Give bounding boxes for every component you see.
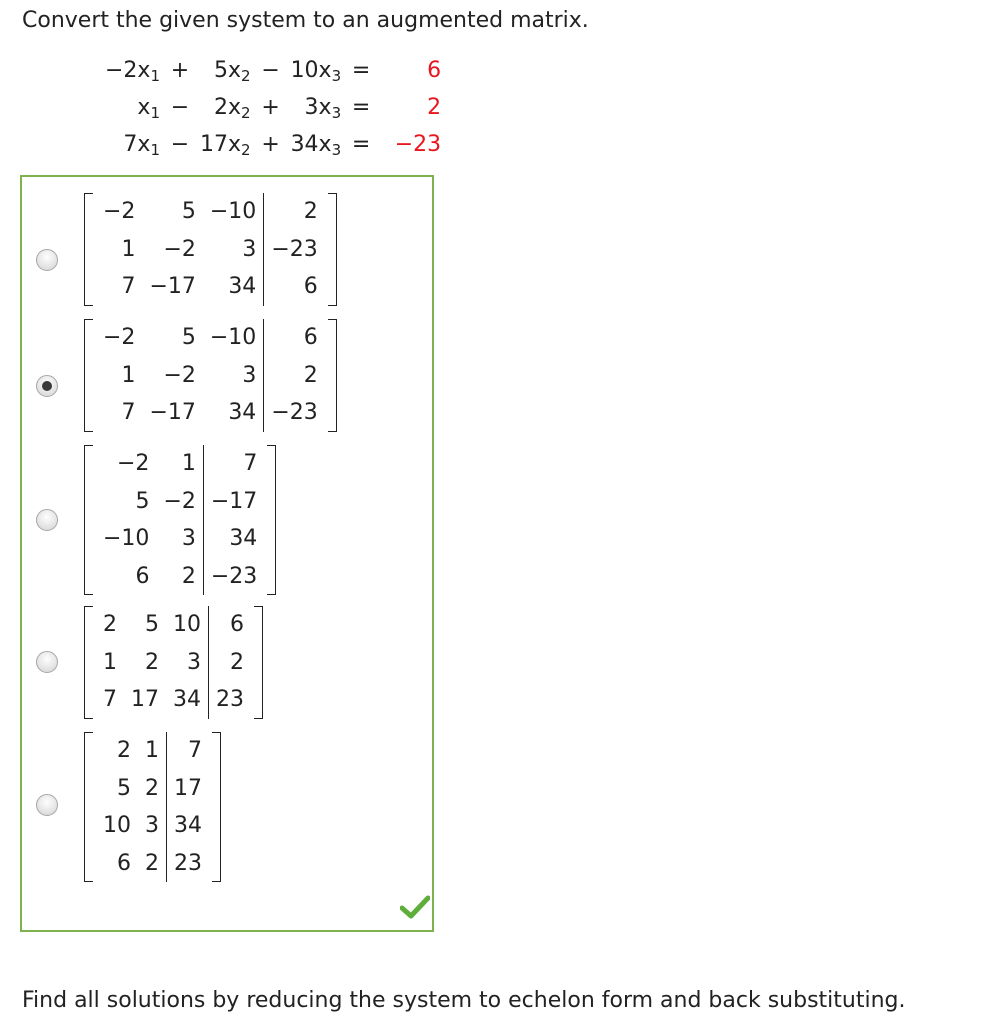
matrix-row <box>96 193 325 231</box>
term: 34x <box>290 132 332 157</box>
matrix-row <box>96 681 251 719</box>
augmented-cell: 6 <box>264 319 325 357</box>
matrix-cell: −10 <box>103 526 150 551</box>
operator: + <box>261 95 280 120</box>
matrix-cell: 3 <box>242 236 257 262</box>
matrix-cell: −10 <box>209 325 257 350</box>
matrix-cell: 3 <box>242 362 257 388</box>
augmented-cell: −23 <box>264 231 325 269</box>
matrix-cell: −10 <box>209 199 257 224</box>
option-1-matrix <box>84 193 337 306</box>
option-2-radio[interactable] <box>36 375 58 397</box>
augmented-cell: 23 <box>209 681 252 719</box>
augmented-cell: −17 <box>203 483 264 521</box>
operator: + <box>261 132 280 157</box>
matrix-cell: 7 <box>103 687 117 712</box>
augmented-cell: 23 <box>167 845 210 883</box>
matrix-cell: 5 <box>181 325 196 350</box>
operator: = <box>351 132 371 157</box>
rhs-value: 2 <box>427 95 442 120</box>
equation-system <box>100 52 446 163</box>
variable-subscript: 3 <box>331 141 342 159</box>
matrix-row <box>96 357 325 395</box>
matrix-cell: 34 <box>228 274 257 299</box>
matrix-row <box>96 394 325 432</box>
operator: − <box>170 95 190 120</box>
augmented-cell: 6 <box>209 606 252 644</box>
matrix-cell: 3 <box>181 526 196 551</box>
matrix-cell: 7 <box>121 274 136 299</box>
matrix-cell: 3 <box>145 813 159 838</box>
matrix-cell: 7 <box>121 400 136 425</box>
variable-subscript: 2 <box>241 141 251 159</box>
matrix-cell: −17 <box>149 400 196 425</box>
augmented-cell: 34 <box>203 520 264 558</box>
matrix-row <box>96 231 325 269</box>
matrix-cell: 2 <box>181 563 196 589</box>
variable-subscript: 1 <box>150 104 160 122</box>
augmented-cell: 2 <box>264 193 325 231</box>
matrix-cell: 2 <box>145 649 159 675</box>
matrix-row <box>96 644 251 682</box>
matrix-cell: 10 <box>173 612 201 637</box>
augmented-cell: −23 <box>203 558 264 596</box>
matrix-cell: 2 <box>145 775 159 801</box>
augmented-cell: 34 <box>167 807 210 845</box>
matrix-cell: 2 <box>145 850 159 876</box>
variable-subscript: 1 <box>150 141 160 159</box>
matrix-cell: 6 <box>135 563 150 589</box>
option-3-matrix <box>84 445 276 595</box>
matrix-cell: 5 <box>117 775 131 801</box>
operator: = <box>351 95 371 120</box>
equation-row <box>100 89 446 126</box>
variable-subscript: 2 <box>241 67 251 85</box>
matrix-cell: 34 <box>173 687 201 712</box>
augmented-cell: −23 <box>264 394 325 432</box>
augmented-cell: 6 <box>264 268 325 306</box>
augmented-cell: 2 <box>209 644 252 682</box>
option-4-radio[interactable] <box>36 651 58 673</box>
matrix-row <box>96 268 325 306</box>
option-5-matrix <box>84 732 221 882</box>
matrix-row <box>96 319 325 357</box>
term: 7x <box>123 132 151 157</box>
term: x <box>137 95 151 120</box>
matrix-row <box>96 807 209 845</box>
rhs-value: −23 <box>394 132 442 157</box>
variable-subscript: 3 <box>331 67 342 85</box>
matrix-cell: −2 <box>117 451 150 476</box>
term: 2x <box>213 95 242 120</box>
matrix-cell: 2 <box>117 738 131 763</box>
operator: − <box>261 58 280 83</box>
matrix-cell: −2 <box>163 362 196 388</box>
term: 17x <box>200 132 242 157</box>
matrix-cell: 1 <box>121 362 136 388</box>
term: 5x <box>213 58 242 83</box>
question-text: Convert the given system to an augmented matrix. <box>22 8 589 33</box>
matrix-row <box>96 483 264 521</box>
option-5-radio[interactable] <box>36 794 58 816</box>
matrix-row <box>96 558 264 596</box>
option-2-matrix <box>84 319 337 432</box>
variable-subscript: 1 <box>150 67 160 85</box>
matrix-row <box>96 445 264 483</box>
next-question-text: Find all solutions by reducing the system to echelon form and back substituting. <box>22 988 906 1013</box>
augmented-cell: 7 <box>203 445 264 483</box>
augmented-cell: 17 <box>167 770 210 808</box>
operator: − <box>170 132 190 157</box>
matrix-cell: 1 <box>145 738 159 763</box>
matrix-row <box>96 770 209 808</box>
matrix-cell: 34 <box>228 400 257 425</box>
matrix-cell: −17 <box>149 274 196 299</box>
rhs-value: 6 <box>427 58 442 83</box>
term: −2x <box>105 58 151 83</box>
term: 10x <box>290 58 332 83</box>
equation-row <box>100 126 446 163</box>
check-icon <box>400 895 430 919</box>
augmented-cell: 2 <box>264 357 325 395</box>
matrix-cell: 5 <box>145 612 159 637</box>
operator: = <box>351 58 371 83</box>
matrix-row <box>96 606 251 644</box>
term: 3x <box>304 95 332 120</box>
answer-options-panel <box>20 175 434 932</box>
variable-subscript: 3 <box>331 104 342 122</box>
augmented-cell: 7 <box>167 732 210 770</box>
matrix-cell: 6 <box>117 850 131 876</box>
option-4-matrix <box>84 606 263 719</box>
matrix-cell: 1 <box>103 649 117 675</box>
matrix-row <box>96 732 209 770</box>
variable-subscript: 2 <box>241 104 251 122</box>
matrix-cell: −2 <box>103 199 136 224</box>
equation-row <box>100 52 446 89</box>
option-3-radio[interactable] <box>36 509 58 531</box>
selected-dot-icon <box>42 381 52 391</box>
matrix-cell: 5 <box>135 488 150 514</box>
option-1-radio[interactable] <box>36 249 58 271</box>
matrix-cell: −2 <box>163 488 196 514</box>
matrix-cell: 2 <box>103 612 117 637</box>
matrix-cell: 1 <box>121 236 136 262</box>
matrix-cell: 1 <box>181 451 196 476</box>
matrix-cell: 10 <box>103 813 131 838</box>
matrix-row <box>96 845 209 883</box>
matrix-cell: −2 <box>103 325 136 350</box>
matrix-cell: −2 <box>163 236 196 262</box>
matrix-cell: 3 <box>187 649 201 675</box>
operator: + <box>170 58 190 83</box>
matrix-cell: 17 <box>131 687 159 712</box>
matrix-cell: 5 <box>181 199 196 224</box>
matrix-row <box>96 520 264 558</box>
